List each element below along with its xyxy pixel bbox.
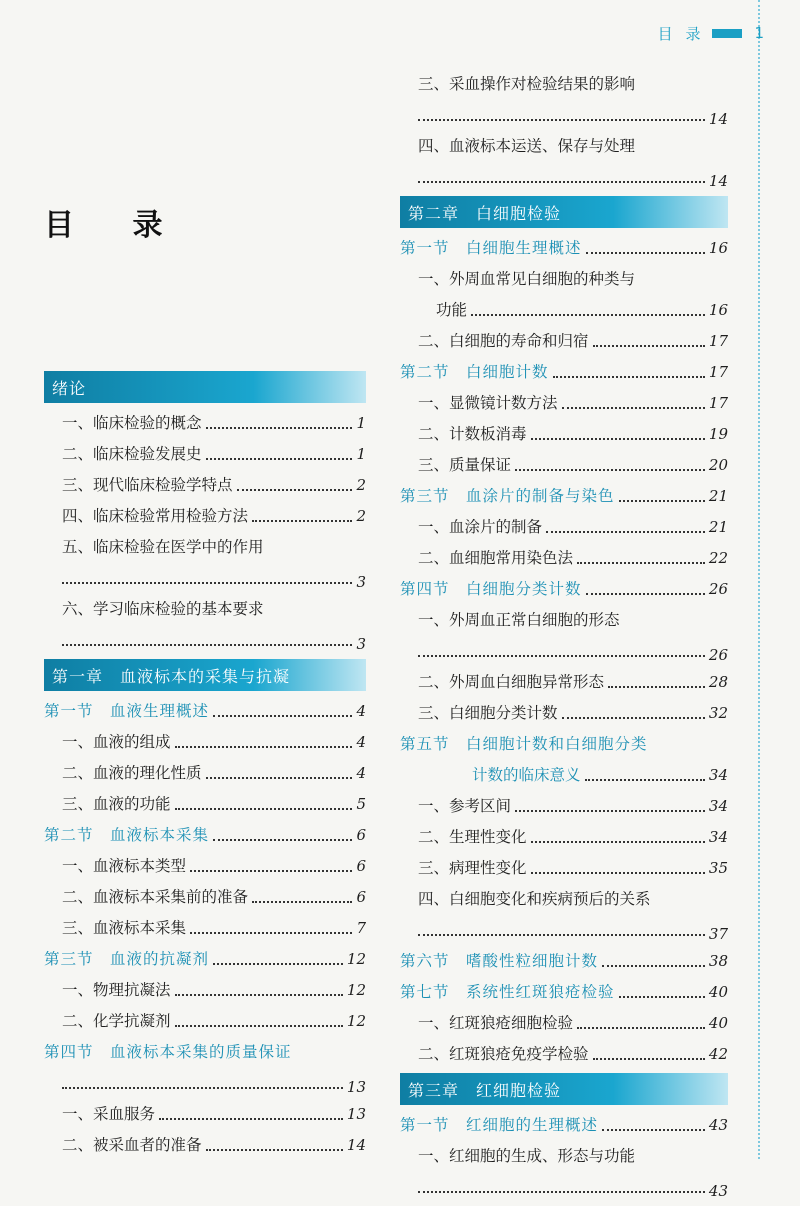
toc-entry-page[interactable]: 26 <box>400 639 728 664</box>
toc-section[interactable]: 第一节 红细胞的生理概述 43 <box>400 1116 728 1134</box>
toc-section[interactable]: 第一节 白细胞生理概述 16 <box>400 239 728 257</box>
toc-entry[interactable]: 一、物理抗凝法 12 <box>62 981 366 999</box>
toc-entry[interactable]: 一、临床检验的概念 1 <box>62 414 366 432</box>
toc-section[interactable]: 第五节 白细胞计数和白细胞分类 <box>400 735 648 753</box>
toc-entry-page[interactable]: 14 <box>400 165 728 190</box>
chapter-heading-1[interactable]: 第一章 血液标本的采集与抗凝 <box>44 659 366 691</box>
toc-section[interactable]: 第二节 血液标本采集 6 <box>44 826 366 844</box>
toc-entry[interactable]: 五、临床检验在医学中的作用 <box>62 538 264 556</box>
page-title: 目 录 <box>44 208 187 243</box>
toc-section[interactable]: 第三节 血液的抗凝剂 12 <box>44 950 366 968</box>
toc-entry[interactable]: 四、血液标本运送、保存与处理 <box>418 137 636 155</box>
toc-entry[interactable]: 二、化学抗凝剂 12 <box>62 1012 366 1030</box>
toc-left-column <box>44 365 366 1164</box>
toc-entry[interactable]: 二、被采血者的准备 14 <box>62 1136 366 1154</box>
toc-section-continued[interactable]: 计数的临床意义 34 <box>400 763 728 788</box>
header-page-number: 1 <box>754 24 764 42</box>
toc-entry[interactable]: 一、显微镜计数方法 17 <box>418 394 728 412</box>
toc-section[interactable]: 第一节 血液生理概述 4 <box>44 702 366 720</box>
toc-entry-page[interactable]: 3 <box>44 628 366 653</box>
chapter-heading-3[interactable]: 第三章 红细胞检验 <box>400 1073 728 1105</box>
toc-section-page[interactable]: 13 <box>44 1071 366 1096</box>
toc-entry[interactable]: 三、现代临床检验学特点 2 <box>62 476 366 494</box>
toc-entry-page[interactable]: 43 <box>400 1175 728 1200</box>
toc-entry[interactable]: 六、学习临床检验的基本要求 <box>62 600 264 618</box>
toc-section[interactable]: 第二节 白细胞计数 17 <box>400 363 728 381</box>
toc-entry[interactable]: 二、生理性变化 34 <box>418 828 728 846</box>
toc-entry[interactable]: 四、白细胞变化和疾病预后的关系 <box>418 890 651 908</box>
toc-entry[interactable]: 三、采血操作对检验结果的影响 <box>418 75 636 93</box>
toc-entry[interactable]: 二、血液的理化性质 4 <box>62 764 366 782</box>
toc-entry[interactable]: 二、红斑狼疮免疫学检验 42 <box>418 1045 728 1063</box>
running-header <box>658 22 764 44</box>
toc-entry[interactable]: 一、参考区间 34 <box>418 797 728 815</box>
toc-entry[interactable]: 三、血液标本采集 7 <box>62 919 366 937</box>
header-label: 目 录 <box>657 24 705 43</box>
chapter-heading-2[interactable]: 第二章 白细胞检验 <box>400 196 728 228</box>
toc-entry-continued[interactable]: 功能 16 <box>436 301 728 319</box>
toc-section[interactable]: 第四节 白细胞分类计数 26 <box>400 580 728 598</box>
toc-entry[interactable]: 二、计数板消毒 19 <box>418 425 728 443</box>
chapter-heading-intro[interactable]: 绪论 <box>44 371 366 403</box>
toc-entry[interactable]: 三、白细胞分类计数 32 <box>418 704 728 722</box>
toc-entry[interactable]: 一、血液标本类型 6 <box>62 857 366 875</box>
toc-right-column <box>400 72 728 1206</box>
toc-entry[interactable]: 二、白细胞的寿命和归宿 17 <box>418 332 728 350</box>
toc-entry[interactable]: 一、血液的组成 4 <box>62 733 366 751</box>
toc-section[interactable]: 第七节 系统性红斑狼疮检验 40 <box>400 983 728 1001</box>
toc-entry[interactable]: 三、病理性变化 35 <box>418 859 728 877</box>
toc-entry[interactable]: 三、质量保证 20 <box>418 456 728 474</box>
toc-entry[interactable]: 一、红斑狼疮细胞检验 40 <box>418 1014 728 1032</box>
toc-entry[interactable]: 二、临床检验发展史 1 <box>62 445 366 463</box>
toc-entry[interactable]: 一、采血服务 13 <box>62 1105 366 1123</box>
toc-section[interactable]: 第三节 血涂片的制备与染色 21 <box>400 487 728 505</box>
toc-entry[interactable]: 二、外周血白细胞异常形态 28 <box>418 673 728 691</box>
toc-entry[interactable]: 二、血液标本采集前的准备 6 <box>62 888 366 906</box>
toc-entry-page[interactable]: 3 <box>44 566 366 591</box>
toc-entry[interactable]: 二、血细胞常用染色法 22 <box>418 549 728 567</box>
toc-section[interactable]: 第六节 嗜酸性粒细胞计数 38 <box>400 952 728 970</box>
toc-entry[interactable]: 四、临床检验常用检验方法 2 <box>62 507 366 525</box>
toc-entry-page[interactable]: 37 <box>400 918 728 943</box>
toc-section[interactable]: 第四节 血液标本采集的质量保证 <box>44 1043 292 1061</box>
page-edge-dotted-line <box>758 0 760 1159</box>
toc-entry[interactable]: 三、血液的功能 5 <box>62 795 366 813</box>
toc-entry[interactable]: 一、红细胞的生成、形态与功能 <box>418 1147 636 1165</box>
toc-entry[interactable]: 一、外周血常见白细胞的种类与 <box>418 270 636 288</box>
header-accent-bar <box>712 29 742 38</box>
toc-entry[interactable]: 一、外周血正常白细胞的形态 <box>418 611 620 629</box>
toc-entry[interactable]: 一、血涂片的制备 21 <box>418 518 728 536</box>
toc-entry-page[interactable]: 14 <box>400 103 728 128</box>
